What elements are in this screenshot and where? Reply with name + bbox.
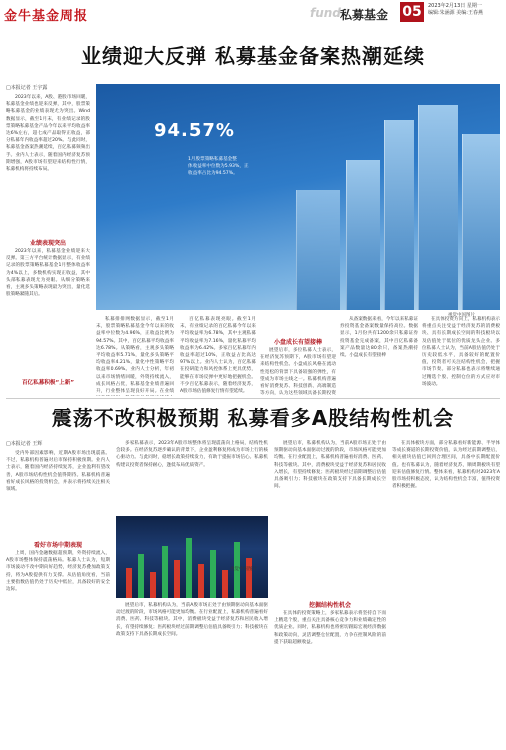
paragraph: 2023年以来，A股、港股市场回暖，私募基金业绩也迎来反弹，其中，股票策略私募基金的业绩表现尤为突出。Wind数据显示，截至1月末，有业绩记录的股票策略私募基金产品今年以来平均收益率达6%左右，超七成产品取得正收益，部分私募年内收益率超过20%。与此同时，私募基金备案热潮延续，百亿私募频频出手。业内人士表示，随着国内经济复苏预期增强，A股市场有望迎来结构性行情，私募机构将持续布局。 bbox=[6, 95, 90, 173]
article-1-col-1b bbox=[6, 248, 90, 376]
subheading-structural: 挖掘结构性机会 bbox=[308, 602, 351, 609]
issue-date: 2023年2月13日 星期一 bbox=[428, 3, 482, 9]
article-1-col-6 bbox=[422, 316, 500, 396]
hero-photo-buildings bbox=[96, 84, 500, 310]
caption-line: 收益率占比为94.57%。 bbox=[188, 171, 238, 176]
section-title: 私募基金 bbox=[340, 8, 389, 22]
market-photo bbox=[116, 516, 268, 598]
fund-watermark: fund bbox=[310, 6, 341, 20]
photo-caption bbox=[188, 156, 249, 177]
highlight-percentage: 94.57% bbox=[154, 120, 235, 141]
subheading-performance: 业绩表现突出 bbox=[29, 240, 66, 247]
caption-line: 1月股票策略私募基金整 bbox=[188, 157, 237, 162]
subheading-new-products: 百亿私募积极“上新” bbox=[21, 380, 75, 386]
paragraph: 受内外部因素影响，近期A股市场出现震荡。不过，私募机构普遍对后市保持积极预期。业内人士表示，随着国内经济持续复苏，企业盈利有望改善，A股市场结构性机会值得期待。私募机构普遍看好成长风格的投资机会，并表示将持续关注相关领域。 bbox=[6, 451, 110, 493]
article-2-col-3b bbox=[274, 610, 386, 746]
issue-meta bbox=[428, 3, 483, 17]
article-1-col-1 bbox=[6, 94, 90, 234]
page-number: 05 bbox=[400, 2, 424, 22]
article-2-col-4 bbox=[392, 440, 500, 746]
paragraph: 多家私募表示，2023年A股市场整体将呈现震荡向上格局，结构性机会较多。在经济复苏逐步确认的背景下，企业盈利修复将成为市场上行的核心驱动力。与此同时，稳增长政策持续发力，有助于提振市场信心。私募机构建议投资者保持耐心，逢低布局优质资产。 bbox=[116, 441, 268, 468]
brand-logo: 金牛基金周报 bbox=[4, 9, 89, 24]
section-divider bbox=[6, 398, 500, 399]
subheading-mid-term: 看好市场中期表现 bbox=[33, 542, 82, 549]
subheading-small-cap: 小盘成长有望接棒 bbox=[273, 339, 322, 346]
issue-editor: 编辑:朱涵源 美编:王春燕 bbox=[428, 10, 483, 16]
paragraph: 私募排排网数据显示，截至1月末，股票策略私募基金今年以来的收益率中位数为4.96%，正收益比例为94.57%。其中，百亿私募平均收益率达6.78%。从策略看，主观多头策略平均收益率5.71%，量化多头策略平均收益率4.21%，量化中性策略平均收益率0.69%。业内人士分析，年初以来市场情绪回暖，外资持续流入，成长风格占优，私募基金业绩普遍回升，行业整体呈现良好开局。在业绩 bbox=[96, 317, 174, 395]
byline-article-1: □本报记者 王宇露 bbox=[6, 85, 48, 91]
article-2-col-2b bbox=[116, 602, 268, 746]
article-1-col-4 bbox=[260, 347, 336, 396]
caption-line: 体收益率中位数为5.93%，正 bbox=[188, 164, 249, 169]
paragraph: 上周，国内金融数据超预期，外资持续流入，A股市场整体保持震荡格局。私募人士认为，短期市场波动不改中期向好趋势，经济复苏叠加政策支持，将为A股提供有力支撑。从估值角度看，当前主要指数估值仍处于历史中低位，具备较好的安全边际。 bbox=[6, 551, 110, 593]
byline-article-2: □本报记者 王辉 bbox=[6, 441, 43, 447]
paragraph: 从备案数据来看，今年以来私募证券投资基金备案数量保持高位。数据显示，1月份共有1200余只私募证券投资基金完成备案，其中百亿私募备案产品数量达80余只，备案热潮持续。小盘成长有望接棒 bbox=[340, 317, 418, 359]
paragraph: 展望后市，多位私募人士表示，在经济复苏预期下，A股市场有望迎来结构性机会。小盘成长风格在流动性宽松的背景下具备较强的弹性，有望成为市场主线之一。私募机构普遍看好消费复苏、科技创新、高端制造等方向，认为这些领域具备长期投资 bbox=[260, 348, 336, 396]
headline-article-2: 震荡不改积极预期 私募看多A股结构性机会 bbox=[51, 406, 455, 430]
paragraph: 展望后市，私募机构认为，当前A股市场正处于由预期驱动向基本面驱动过渡的阶段，市场风格可能更加均衡。在行业配置上，私募机构普遍看好消费、医药、科技等板块。其中，消费板块受益于经济复苏和居民收入增长，有望持续修复；医药板块经过前期调整后估值具备吸引力；科技板块在政策支持下具备长期成长空间。 bbox=[274, 441, 386, 490]
photo-credit-1: 视觉中国图片 bbox=[448, 313, 475, 318]
paragraph: 百亿私募表现亮眼。截至1月末，有业绩记录的百亿私募今年以来平均收益率为6.78%，其中主观私募平均收益率为7.16%，量化私募平均收益率为6.42%。多家百亿私募年内收益率超过10%，正收益占比高达97%以上。业内人士认为，百亿私募在投研能力和风控体系上更具优势，能够在市场反弹中更好地把握机会。不少百亿私募表示，随着经济复苏，A股市场估值修复行情有望延续。 bbox=[180, 317, 256, 395]
article-2-col-3 bbox=[274, 440, 386, 560]
paragraph: 在具体投资方向上，私募机构表示将重点关注受益于经济复苏的消费板块、具有长期成长空间的科技板块以及估值处于低位的优质龙头企业。多位私募人士认为，当前A股估值仍处于历史较低水平，具备较好的配置价值，投资者可关注结构性机会，把握市场节奏。部分私募也表示将继续通过精选个股、控制仓位的方式应对市场波动。 bbox=[422, 317, 500, 387]
headline-article-1: 业绩迎大反弹 私募基金备案热潮延续 bbox=[81, 44, 425, 68]
article-2-col-1b bbox=[6, 550, 110, 746]
paragraph: 在具体板块方面，部分私募看好新能源、半导体等成长赛道的长期投资价值，认为经过前期调整后，相关板块估值已回到合理区间，具备中长期配置价值。也有私募认为，随着经济复苏，顺周期板块有望迎来估值修复行情。整体来看，私募机构对2023年A股市场持积极态度，认为结构性机会丰富，值得投资者积极把握。 bbox=[392, 441, 500, 490]
paragraph: 2023年以来，私募基金业绩迎来大反弹。第三方平台统计数据显示，有业绩记录的股票策略私募基金1月整体收益率为4%以上，多数机构实现正收益，其中头部私募表现尤为亮眼。从细分策略来看，主观多头策略表现最为突出，量化选股策略紧随其后。 bbox=[6, 249, 90, 298]
article-2-col-2 bbox=[116, 440, 268, 514]
photo-credit-2: 视觉中国图片 bbox=[230, 567, 257, 572]
article-1-col-5 bbox=[340, 316, 418, 396]
paragraph: 展望后市，私募机构认为，当前A股市场正处于由预期驱动向基本面驱动过渡的阶段，市场风格可能更加均衡。在行业配置上，私募机构普遍看好消费、医药、科技等板块。其中，消费板块受益于经济复苏和居民收入增长，有望持续修复；医药板块经过前期调整后估值具备吸引力；科技板块在政策支持下具备长期成长空间。 bbox=[116, 603, 268, 637]
article-1-col-3 bbox=[180, 316, 256, 396]
article-2-col-1 bbox=[6, 450, 110, 536]
article-1-col-2 bbox=[96, 316, 174, 396]
paragraph: 在具体的投资策略上，多家私募表示将坚持自下而上精选个股，重点关注具备核心竞争力和业绩确定性的优质企业。同时，私募机构也将密切跟踪宏观经济数据和政策动向，灵活调整仓位配置，力争在控制风险的前提下获取超额收益。 bbox=[274, 611, 386, 645]
